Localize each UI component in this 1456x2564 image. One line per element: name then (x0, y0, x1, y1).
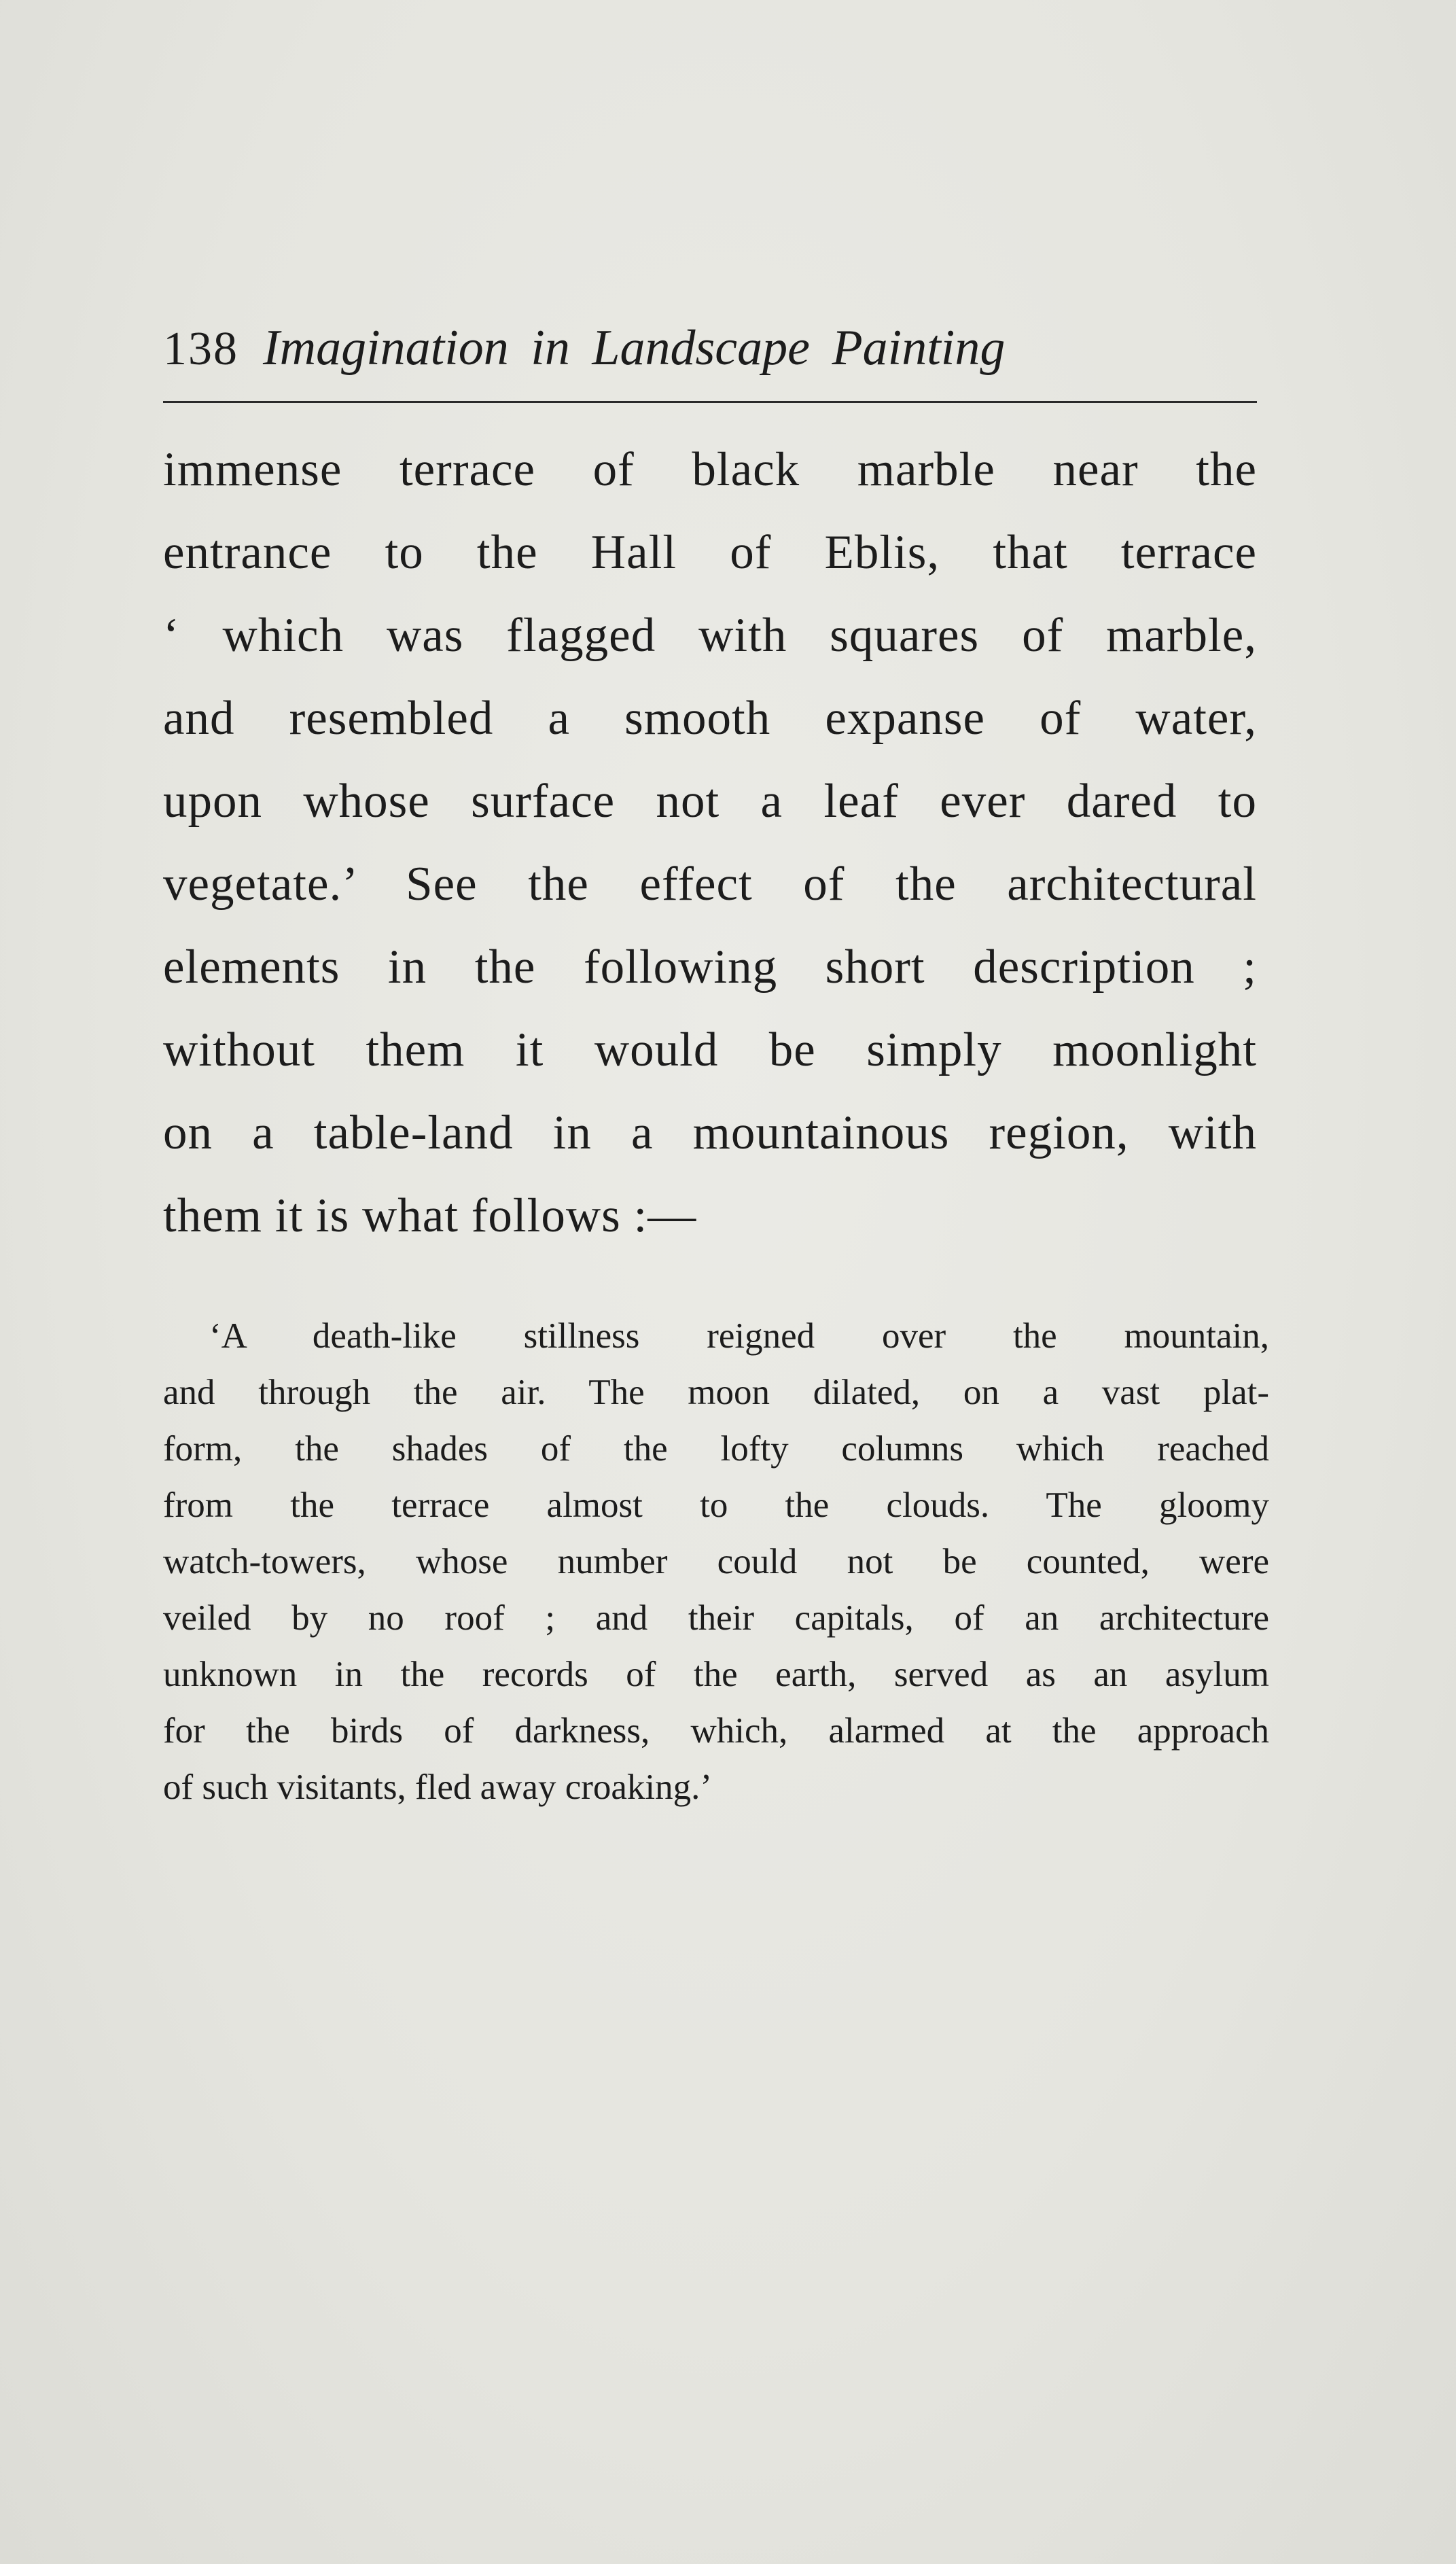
body-line: ‘ which was flagged with squares of marble, (163, 609, 1257, 662)
body-line: immense terrace of black marble near the (163, 443, 1257, 496)
quote-line: and through the air. The moon dilated, on a vast plat- (163, 1373, 1269, 1412)
body-line: upon whose surface not a leaf ever dared to (163, 775, 1257, 828)
running-title: Imagination in Landscape Painting (263, 320, 1006, 376)
running-header (163, 319, 1257, 394)
quote-line: for the birds of darkness, which, alarmed at the approach (163, 1711, 1269, 1751)
body-line: and resembled a smooth expanse of water, (163, 692, 1257, 745)
body-line: elements in the following short description ; (163, 941, 1257, 994)
header-rule (163, 401, 1257, 403)
body-line: them it is what follows :— (163, 1189, 697, 1242)
body-line: entrance to the Hall of Eblis, that terrace (163, 526, 1257, 579)
body-line: on a table-land in a mountainous region, with (163, 1106, 1257, 1159)
quote-line: ‘A death-like stillness reigned over the mountain, (209, 1316, 1269, 1356)
quote-line: form, the shades of the lofty columns which reached (163, 1429, 1269, 1469)
quote-line: unknown in the records of the earth, served as an asylum (163, 1655, 1269, 1694)
quote-line: watch-towers, whose number could not be counted, were (163, 1542, 1269, 1581)
body-line: vegetate.’ See the effect of the architectural (163, 858, 1257, 911)
body-paragraph (163, 428, 1257, 1257)
quote-line: of such visitants, fled away croaking.’ (163, 1768, 713, 1807)
quote-line: from the terrace almost to the clouds. The gloomy (163, 1486, 1269, 1525)
body-line: without them it would be simply moonlight (163, 1023, 1257, 1076)
quote-line: veiled by no roof ; and their capitals, of an architecture (163, 1598, 1269, 1638)
page-number: 138 (163, 323, 238, 375)
block-quote (163, 1308, 1269, 1816)
